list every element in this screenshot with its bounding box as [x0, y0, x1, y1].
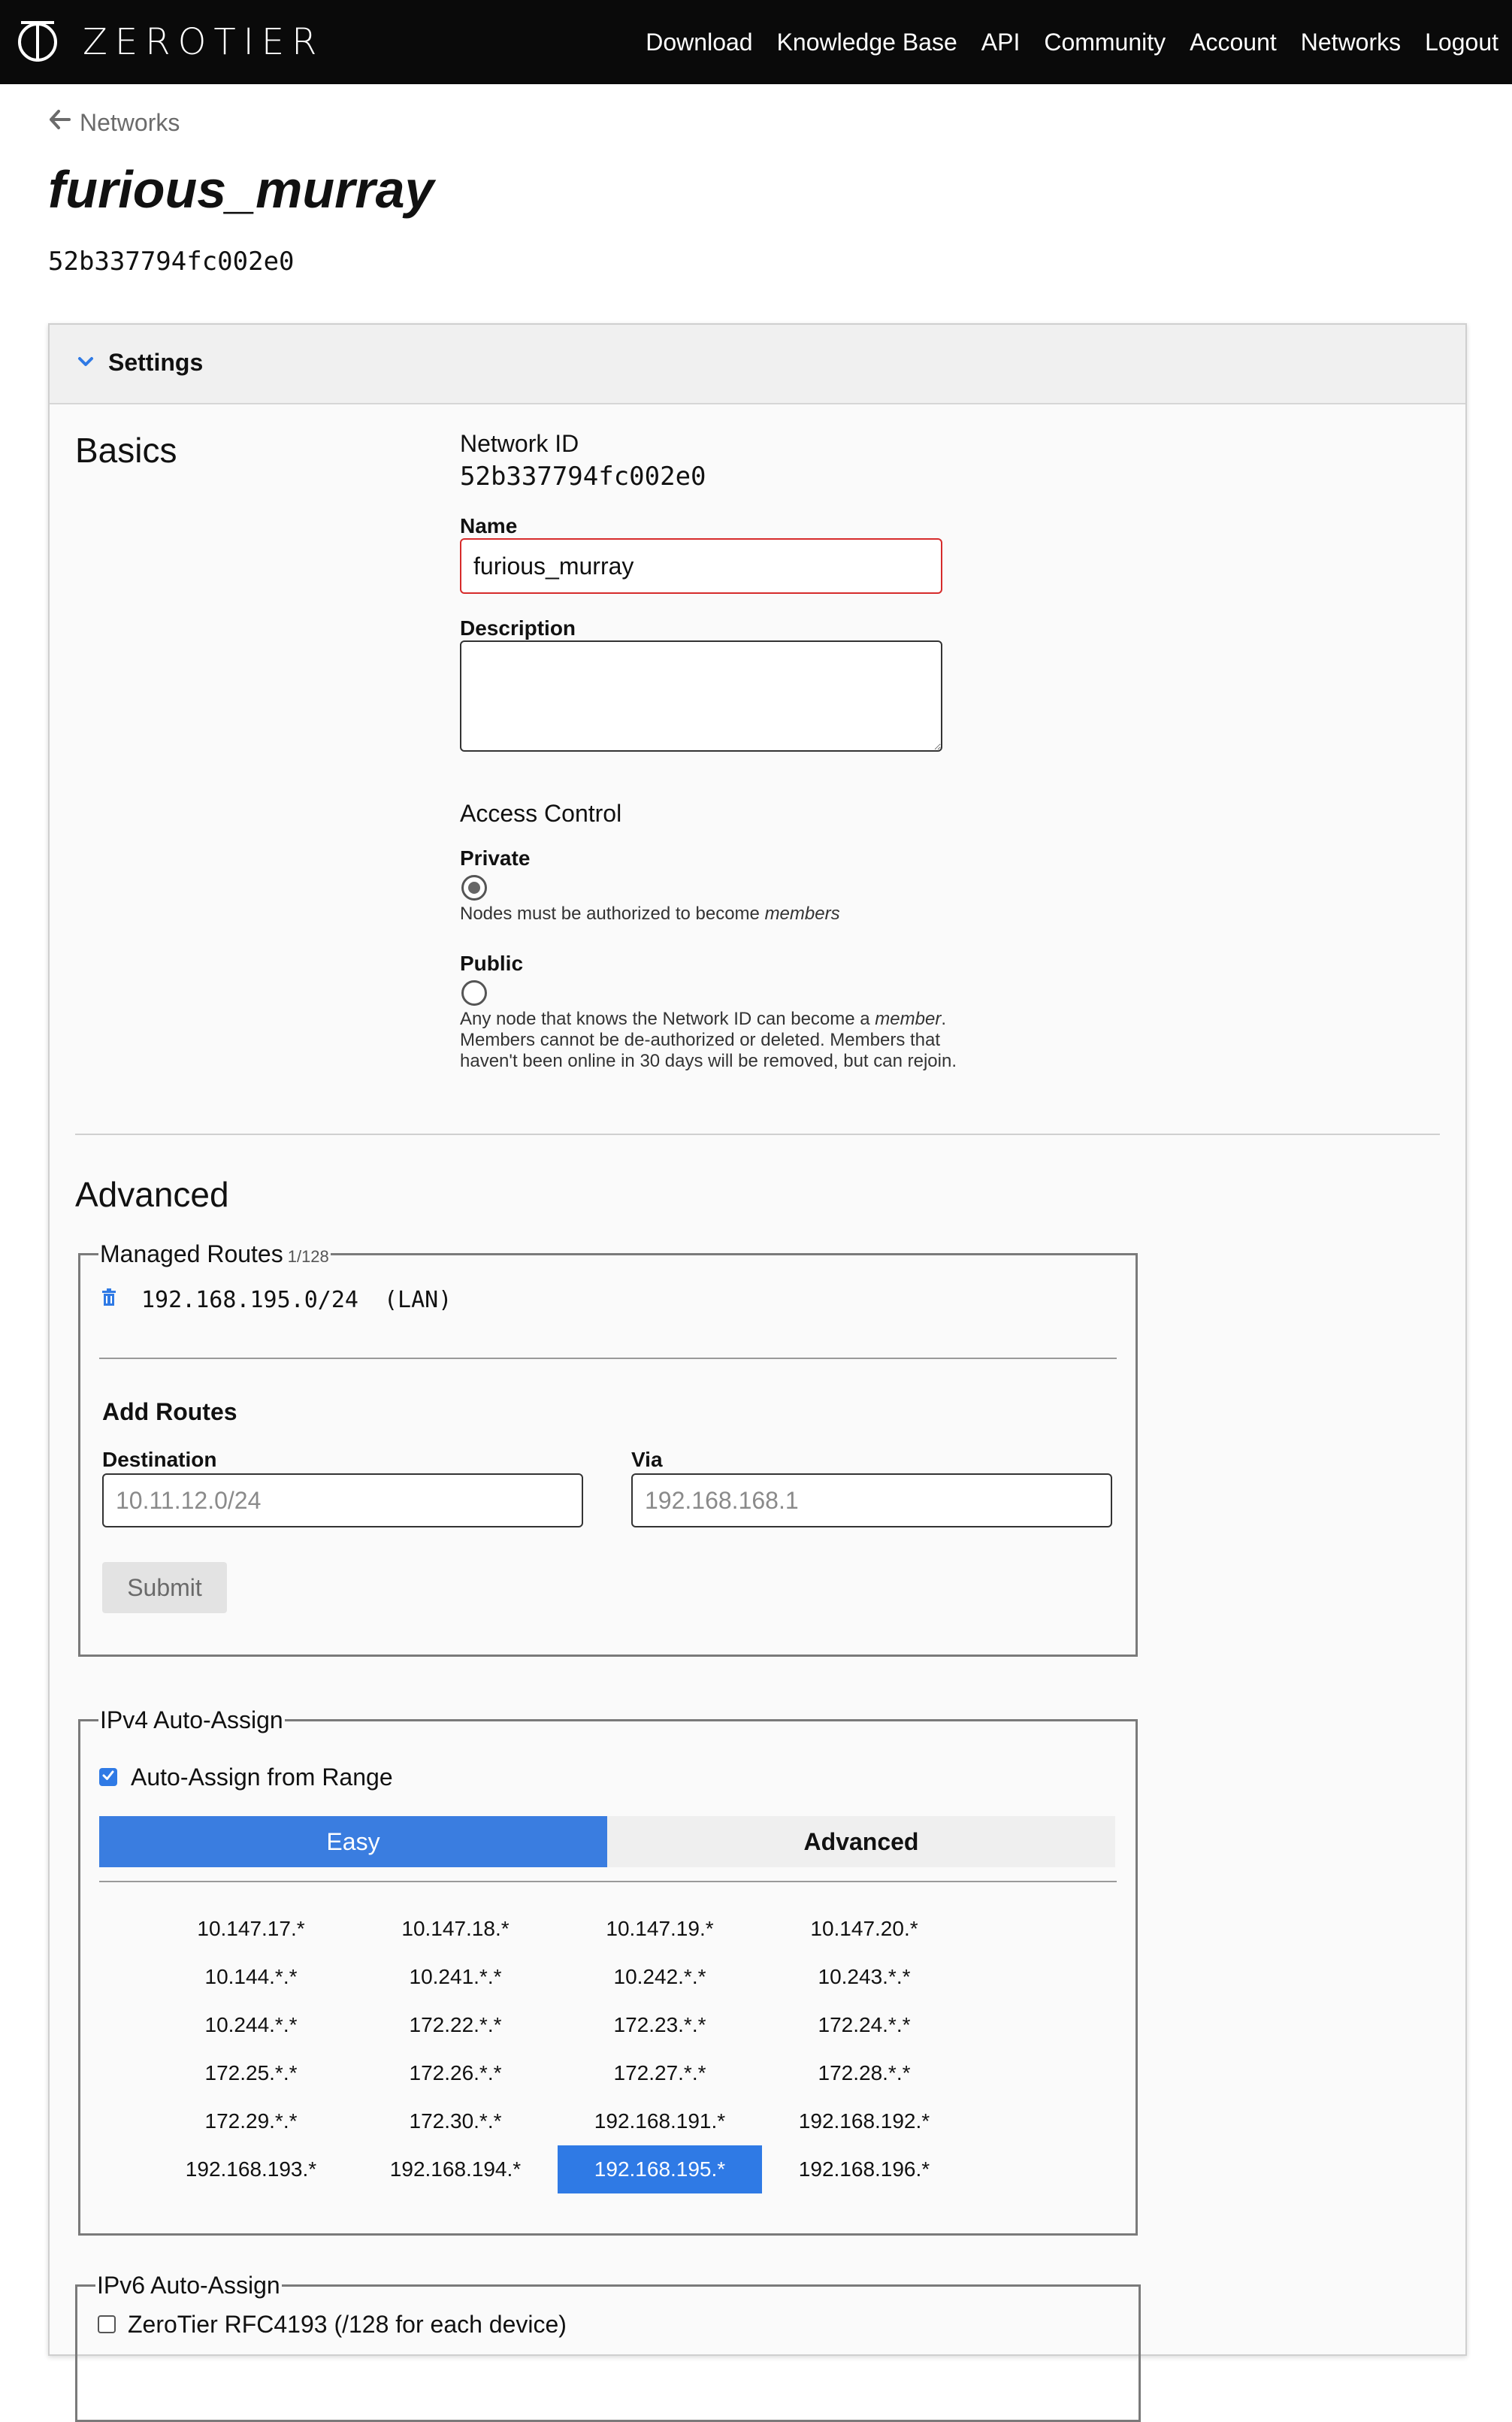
ip-range-option[interactable]: 172.28.*.* [818, 2061, 911, 2084]
destination-input[interactable] [102, 1473, 583, 1527]
public-label: Public [460, 952, 524, 975]
ip-range-option[interactable]: 172.30.*.* [409, 2109, 502, 2133]
tab-advanced[interactable]: Advanced [607, 1816, 1115, 1867]
settings-panel-header [50, 325, 1465, 404]
network-id-value: 52b337794fc002e0 [460, 462, 706, 492]
nav-logout[interactable]: Logout [1425, 28, 1498, 56]
settings-panel [48, 323, 1467, 2356]
managed-routes-legend [98, 1240, 331, 1268]
public-help-line-2: Members cannot be de-authorized or deleted. Members that [460, 1030, 941, 1050]
nav-knowledge-base[interactable]: Knowledge Base [776, 28, 957, 56]
routes-divider [99, 1358, 1117, 1359]
settings-toggle-label: Settings [108, 349, 204, 376]
network-id-subtitle: 52b337794fc002e0 [48, 247, 295, 277]
public-help-text [460, 1009, 957, 1072]
name-label: Name [460, 514, 518, 537]
advanced-heading: Advanced [75, 1175, 229, 1214]
trash-icon[interactable] [101, 1287, 141, 1313]
ip-range-option[interactable]: 10.244.*.* [204, 2013, 298, 2036]
route-row [101, 1287, 452, 1313]
add-routes-heading: Add Routes [102, 1398, 237, 1425]
auto-assign-checkbox[interactable] [99, 1768, 117, 1786]
arrow-left-icon [48, 108, 80, 137]
ip-range-option[interactable]: 192.168.194.* [389, 2157, 522, 2181]
back-to-networks-link[interactable] [48, 108, 180, 137]
ipv6-legend: IPv6 Auto-Assign [97, 2272, 280, 2299]
basics-heading: Basics [75, 431, 177, 470]
public-radio[interactable] [461, 980, 487, 1006]
chevron-down-icon [77, 349, 108, 377]
nav-download[interactable]: Download [646, 28, 753, 56]
ip-range-option[interactable]: 172.23.*.* [613, 2013, 706, 2036]
public-help-1-suffix: . [941, 1009, 946, 1029]
route-target: 192.168.195.0/24 [141, 1287, 358, 1313]
main-nav [646, 0, 1498, 84]
submit-route-button[interactable]: Submit [102, 1562, 227, 1613]
description-label: Description [460, 616, 576, 640]
network-name-input[interactable] [460, 538, 942, 594]
network-id-label: Network ID [460, 430, 579, 457]
public-help-1-emphasis: member [875, 1009, 942, 1029]
ipv6-auto-assign-fieldset [75, 2272, 1141, 2422]
ip-range-option[interactable]: 192.168.191.* [594, 2109, 726, 2133]
nav-community[interactable]: Community [1044, 28, 1166, 56]
ip-range-option[interactable]: 192.168.193.* [185, 2157, 317, 2181]
public-help-line-1 [460, 1009, 957, 1030]
checkmark-icon [101, 1769, 115, 1786]
private-radio[interactable] [461, 875, 487, 901]
section-divider [75, 1134, 1440, 1135]
nav-api[interactable]: API [981, 28, 1021, 56]
back-link-label: Networks [80, 108, 180, 136]
ipv4-legend: IPv4 Auto-Assign [100, 1706, 283, 1733]
tab-easy[interactable]: Easy [99, 1816, 607, 1867]
via-input[interactable] [631, 1473, 1112, 1527]
destination-label: Destination [102, 1448, 217, 1471]
ip-range-option[interactable]: 172.24.*.* [818, 2013, 911, 2036]
top-navbar [0, 0, 1512, 84]
ip-range-option-selected[interactable]: 192.168.195.* [558, 2145, 762, 2193]
managed-routes-title: Managed Routes [100, 1240, 283, 1267]
ip-range-option[interactable]: 172.26.*.* [409, 2061, 502, 2084]
ip-range-option[interactable]: 10.147.20.* [810, 1917, 918, 1940]
nav-networks[interactable]: Networks [1300, 28, 1402, 56]
public-help-line-3: haven't been online in 30 days will be removed, but can rejoin. [460, 1051, 957, 1071]
private-help-prefix: Nodes must be authorized to become [460, 904, 765, 924]
ip-range-option[interactable]: 10.147.18.* [401, 1917, 510, 1940]
ip-range-option[interactable]: 10.147.17.* [197, 1917, 305, 1940]
private-help-text [460, 904, 840, 925]
rfc4193-label: ZeroTier RFC4193 (/128 for each device) [128, 2311, 567, 2338]
private-label: Private [460, 846, 531, 870]
ip-range-option[interactable]: 172.27.*.* [613, 2061, 706, 2084]
ipv4-tabs-divider [99, 1881, 1117, 1882]
ip-range-option[interactable]: 172.25.*.* [204, 2061, 298, 2084]
via-label: Via [631, 1448, 663, 1471]
settings-toggle[interactable] [77, 349, 203, 377]
public-help-1-prefix: Any node that knows the Network ID can become a [460, 1009, 875, 1029]
private-help-emphasis: members [764, 904, 840, 924]
description-textarea[interactable] [460, 640, 942, 752]
ip-range-option[interactable]: 10.243.*.* [818, 1965, 911, 1988]
managed-routes-count: 1/128 [287, 1247, 329, 1266]
ip-range-option[interactable]: 192.168.196.* [798, 2157, 930, 2181]
ip-range-option[interactable]: 172.29.*.* [204, 2109, 298, 2133]
rfc4193-checkbox[interactable] [98, 2315, 116, 2333]
ip-range-option[interactable]: 10.242.*.* [613, 1965, 706, 1988]
ip-range-option[interactable]: 10.147.19.* [606, 1917, 714, 1940]
page-title: furious_murray [48, 160, 434, 219]
route-via: (LAN) [383, 1287, 452, 1313]
ip-range-option[interactable]: 192.168.192.* [798, 2109, 930, 2133]
ip-range-option[interactable]: 10.241.*.* [409, 1965, 502, 1988]
ip-range-option[interactable]: 10.144.*.* [204, 1965, 298, 1988]
ip-range-option[interactable]: 172.22.*.* [409, 2013, 502, 2036]
brand[interactable] [15, 14, 325, 71]
auto-assign-label: Auto-Assign from Range [131, 1764, 393, 1791]
access-control-heading: Access Control [460, 800, 622, 827]
zerotier-logo-icon [15, 18, 60, 67]
brand-text: ZEROTIER [83, 21, 325, 63]
nav-account[interactable]: Account [1190, 28, 1277, 56]
